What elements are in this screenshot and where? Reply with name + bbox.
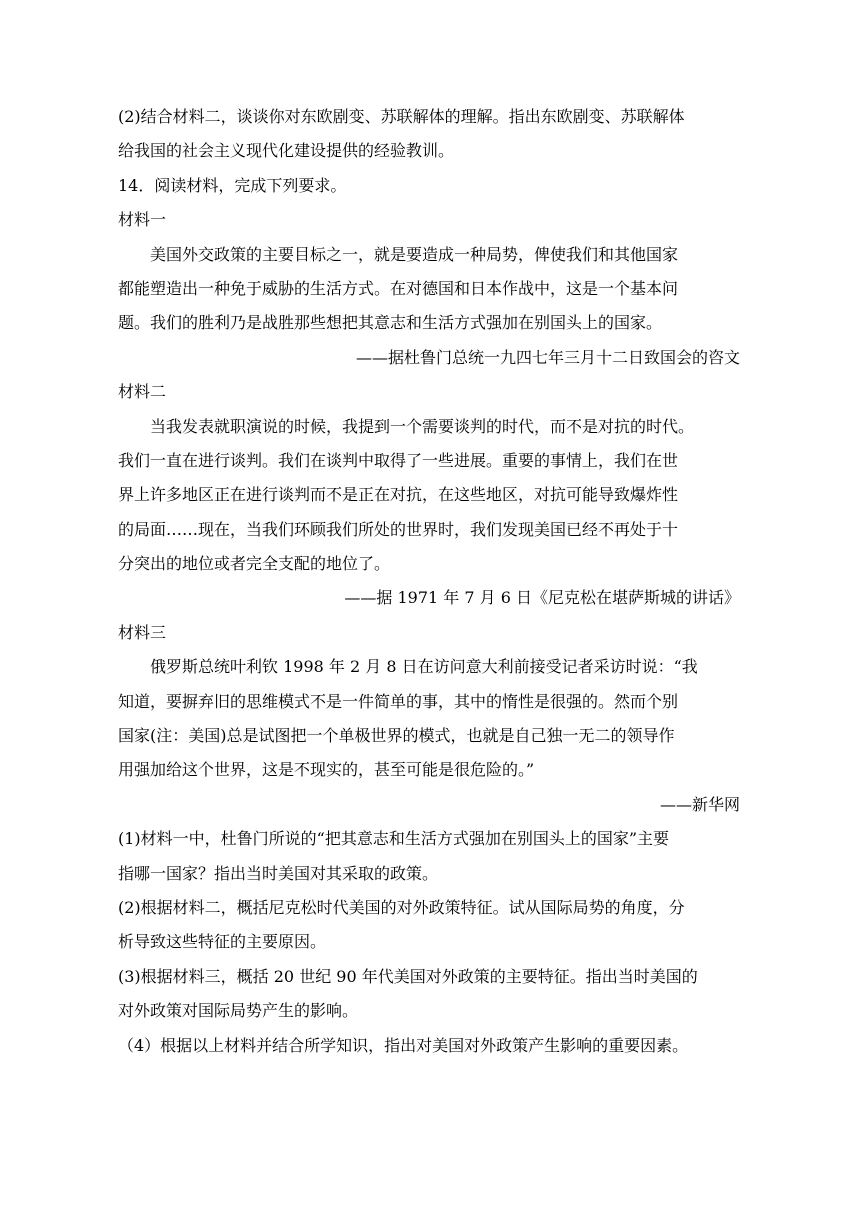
- text-line: 俄罗斯总统叶利钦 1998 年 2 月 8 日在访问意大利前接受记者采访时说：“我: [150, 657, 698, 677]
- text-line: 我们一直在进行谈判。我们在谈判中取得了一些进展。重要的事情上，我们在世: [118, 450, 679, 470]
- text-line: 对外政策对国际局势产生的影响。: [118, 1001, 359, 1021]
- material-label: 材料一: [118, 210, 167, 230]
- text-line: 的局面……现在，当我们环顾我们所处的世界时，我们发现美国已经不再处于十: [118, 519, 679, 539]
- material-1: [118, 203, 740, 375]
- sub-question-2: [118, 891, 740, 960]
- text-line: 国家(注：美国)总是试图把一个单极世界的模式，也就是自己独一无二的领导作: [118, 726, 675, 746]
- text-line: (2)根据材料二，概括尼克松时代美国的对外政策特征。试从国际局势的角度，分: [118, 897, 685, 917]
- question-13-part-2: [118, 100, 740, 169]
- material-label: 材料二: [118, 382, 167, 402]
- text-line: 美国外交政策的主要目标之一，就是要造成一种局势，俾使我们和其他国家: [150, 244, 679, 264]
- question-title: 14．阅读材料，完成下列要求。: [118, 175, 347, 195]
- text-line: (1)材料一中，杜鲁门所说的“把其意志和生活方式强加在别国头上的国家”主要: [118, 829, 670, 849]
- text-line: 题。我们的胜利乃是战胜那些想把其意志和生活方式强加在别国头上的国家。: [118, 313, 663, 333]
- material-2: [118, 375, 740, 616]
- text-line: (2)结合材料二，谈谈你对东欧剧变、苏联解体的理解。指出东欧剧变、苏联解体: [118, 107, 685, 126]
- text-line: 给我国的社会主义现代化建设提供的经验教训。: [118, 141, 455, 161]
- question-list: [118, 822, 740, 1063]
- sub-question-1: [118, 822, 740, 891]
- material-3: [118, 616, 740, 822]
- material-source: ——据杜鲁门总统一九四七年三月十二日致国会的咨文: [355, 347, 740, 367]
- document-page: [118, 100, 740, 1063]
- text-line: (3)根据材料三，概括 20 世纪 90 年代美国对外政策的主要特征。指出当时美国的: [118, 966, 698, 986]
- material-label: 材料三: [118, 622, 167, 642]
- text-line: 界上许多地区正在进行谈判而不是正在对抗，在这些地区，对抗可能导致爆炸性: [118, 485, 679, 505]
- material-source: ——新华网: [659, 794, 740, 814]
- text-line: 析导致这些特征的主要原因。: [118, 932, 327, 952]
- sub-question-4: [118, 1029, 740, 1063]
- text-line: 用强加给这个世界，这是不现实的，甚至可能是很危险的。”: [118, 760, 535, 780]
- text-line: 指哪一国家？指出当时美国对其采取的政策。: [118, 863, 439, 883]
- material-source: ——据 1971 年 7 月 6 日《尼克松在堪萨斯城的讲话》: [344, 588, 740, 608]
- text-line: 都能塑造出一种免于威胁的生活方式。在对德国和日本作战中，这是一个基本问: [118, 278, 679, 298]
- question-14: [118, 169, 740, 1063]
- text-line: 知道，要摒弃旧的思维模式不是一件简单的事，其中的惰性是很强的。然而个别: [118, 691, 679, 711]
- text-line: 分突出的地位或者完全支配的地位了。: [118, 554, 391, 574]
- text-line: 当我发表就职演说的时候，我提到一个需要谈判的时代，而不是对抗的时代。: [150, 416, 695, 436]
- sub-question-3: [118, 960, 740, 1029]
- text-line: （4）根据以上材料并结合所学知识，指出对美国对外政策产生影响的重要因素。: [118, 1035, 689, 1055]
